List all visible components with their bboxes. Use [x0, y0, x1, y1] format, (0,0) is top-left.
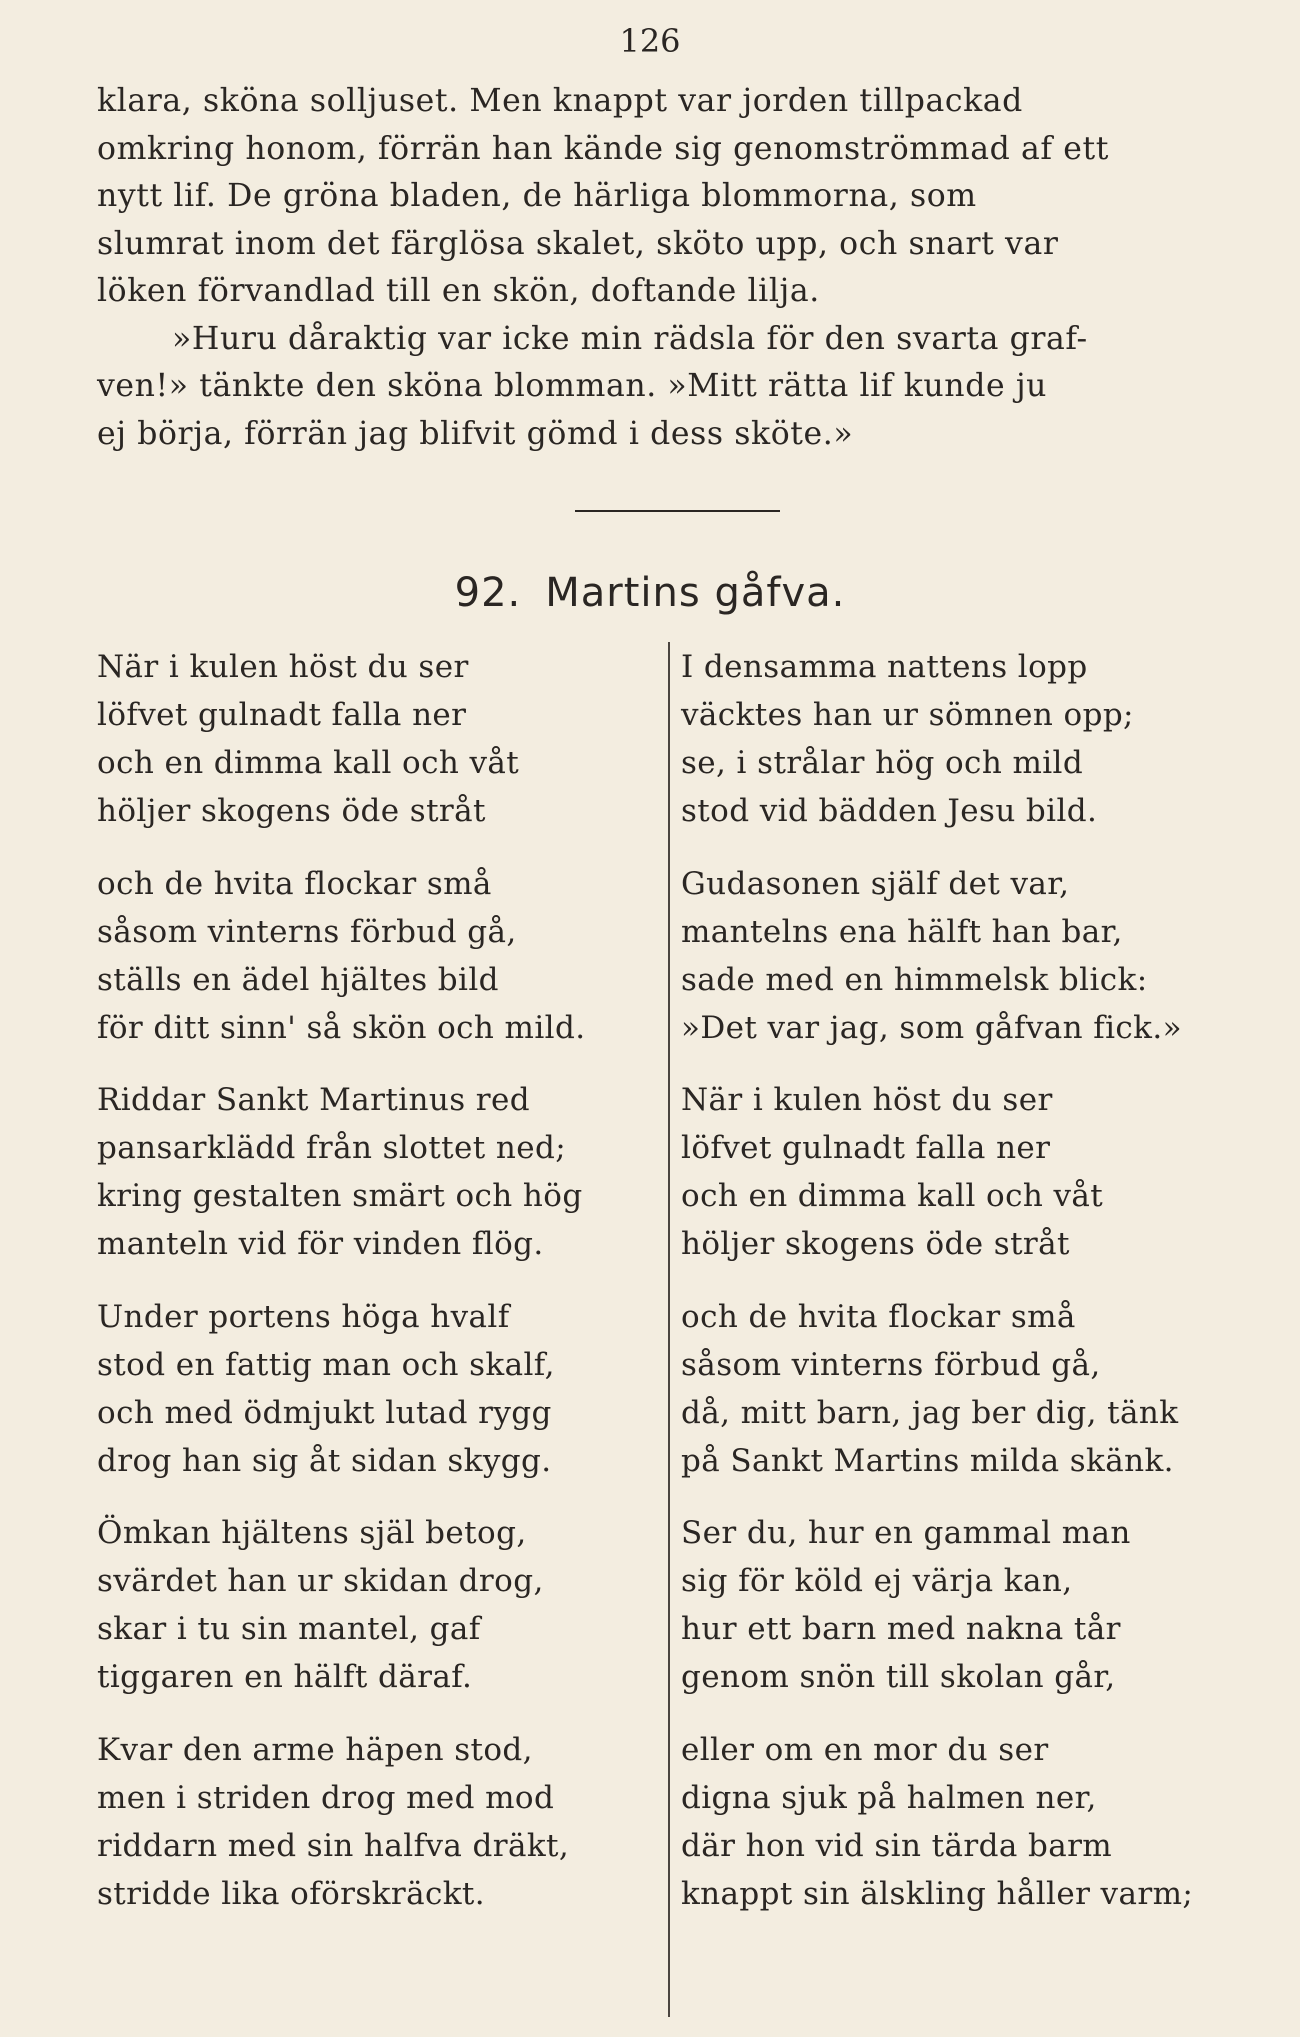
verse-line: stod vid bädden Jesu bild.: [681, 793, 1098, 829]
verse-line: där hon vid sin tärda barm: [681, 1827, 1113, 1864]
section-divider: [575, 510, 780, 512]
verse-line: tiggaren en hälft däraf.: [97, 1659, 473, 1695]
verse-line: kring gestalten smärt och hög: [97, 1178, 583, 1214]
verse-line: höljer skogens öde stråt: [97, 793, 486, 829]
prose-line: ej börja, förrän jag blifvit gömd i dess sköte.»: [97, 415, 854, 452]
prose-line: klara, sköna solljuset. Men knappt var jorden tillpackad: [97, 83, 1023, 119]
verse-line: pansarklädd från slottet ned;: [97, 1130, 567, 1166]
prose-line: nytt lif. De gröna bladen, de härliga blommorna, som: [97, 178, 977, 214]
verse-line: Riddar Sankt Martinus red: [97, 1082, 530, 1118]
verse-line: knappt sin älskling håller varm;: [681, 1875, 1194, 1912]
stanza: [681, 1509, 1281, 1701]
prose-line: slumrat inom det färglösa skalet, sköto upp, och snart var: [97, 225, 1059, 262]
verse-line: väcktes han ur sömnen opp;: [681, 697, 1134, 733]
verse-line: se, i strålar hög och mild: [681, 745, 1084, 781]
prose-paragraphs: [97, 78, 1277, 458]
stanza: [97, 860, 662, 1052]
verse-line: Kvar den arme häpen stod,: [97, 1731, 533, 1768]
verse-line: hur ett barn med nakna tår: [681, 1611, 1121, 1647]
verse-line: genom snön till skolan går,: [681, 1659, 1116, 1695]
verse-line: Ömkan hjältens själ betog,: [97, 1515, 527, 1551]
prose-line: ven!» tänkte den sköna blomman. »Mitt rätta lif kunde ju: [97, 368, 1048, 404]
verse-line: höljer skogens öde stråt: [681, 1226, 1070, 1262]
column-divider: [668, 642, 670, 2017]
verse-line: riddarn med sin halfva dräkt,: [97, 1827, 570, 1864]
verse-line: svärdet han ur skidan drog,: [97, 1563, 544, 1599]
poem-title: Martins gåfva.: [545, 570, 846, 616]
verse-line: stridde lika oförskräckt.: [97, 1875, 486, 1912]
stanza: [681, 1726, 1281, 1918]
verse-line: och med ödmjukt lutad rygg: [97, 1394, 552, 1431]
stanza: [681, 643, 1281, 835]
poem-right-column: [681, 643, 1281, 1942]
verse-line: stod en fattig man och skalf,: [97, 1346, 555, 1383]
stanza: [97, 1076, 662, 1268]
stanza: [681, 1293, 1281, 1485]
verse-line: och de hvita flockar små: [681, 1298, 1076, 1335]
verse-line: för ditt sinn' så skön och mild.: [97, 1009, 586, 1046]
verse-line: eller om en mor du ser: [681, 1731, 1049, 1768]
verse-line: men i striden drog med mod: [97, 1779, 555, 1816]
verse-line: Ser du, hur en gammal man: [681, 1515, 1131, 1551]
verse-line: När i kulen höst du ser: [97, 649, 469, 685]
verse-line: Gudasonen själf det var,: [681, 865, 1070, 902]
stanza: [97, 1509, 662, 1701]
verse-line: manteln vid för vinden flög.: [97, 1226, 544, 1262]
verse-line: sade med en himmelsk blick:: [681, 961, 1148, 998]
verse-line: och de hvita flockar små: [97, 865, 492, 902]
verse-line: sig för köld ej värja kan,: [681, 1563, 1073, 1599]
verse-line: löfvet gulnadt falla ner: [681, 1130, 1051, 1166]
stanza: [97, 643, 662, 835]
stanza: [681, 860, 1281, 1052]
verse-line: då, mitt barn, jag ber dig, tänk: [681, 1394, 1179, 1431]
verse-line: I densamma nattens lopp: [681, 649, 1088, 685]
poem-heading: [0, 570, 1300, 616]
verse-line: och en dimma kall och våt: [97, 745, 520, 781]
verse-line: såsom vinterns förbud gå,: [681, 1346, 1101, 1383]
verse-line: »Det var jag, som gåfvan fick.»: [681, 1009, 1182, 1046]
verse-line: och en dimma kall och våt: [681, 1178, 1104, 1214]
verse-line: Under portens höga hvalf: [97, 1298, 510, 1335]
verse-line: drog han sig åt sidan skygg.: [97, 1442, 552, 1479]
verse-line: skar i tu sin mantel, gaf: [97, 1611, 481, 1647]
page-number: 126: [619, 22, 681, 60]
verse-line: såsom vinterns förbud gå,: [97, 913, 517, 950]
poem-left-column: [97, 643, 662, 1942]
verse-line: löfvet gulnadt falla ner: [97, 697, 467, 733]
stanza: [681, 1076, 1281, 1268]
prose-line: »Huru dåraktig var icke min rädsla för den svarta graf-: [172, 320, 1088, 357]
verse-line: ställs en ädel hjältes bild: [97, 961, 499, 998]
stanza: [97, 1293, 662, 1485]
prose-line: omkring honom, förrän han kände sig genomströmmad af ett: [97, 130, 1109, 167]
verse-line: mantelns ena hälft han bar,: [681, 913, 1123, 950]
stanza: [97, 1726, 662, 1918]
prose-line: löken förvandlad till en skön, doftande lilja.: [97, 273, 820, 309]
verse-line: digna sjuk på halmen ner,: [681, 1779, 1097, 1816]
poem-number: 92.: [454, 570, 522, 616]
verse-line: på Sankt Martins milda skänk.: [681, 1442, 1174, 1479]
verse-line: När i kulen höst du ser: [681, 1082, 1053, 1118]
